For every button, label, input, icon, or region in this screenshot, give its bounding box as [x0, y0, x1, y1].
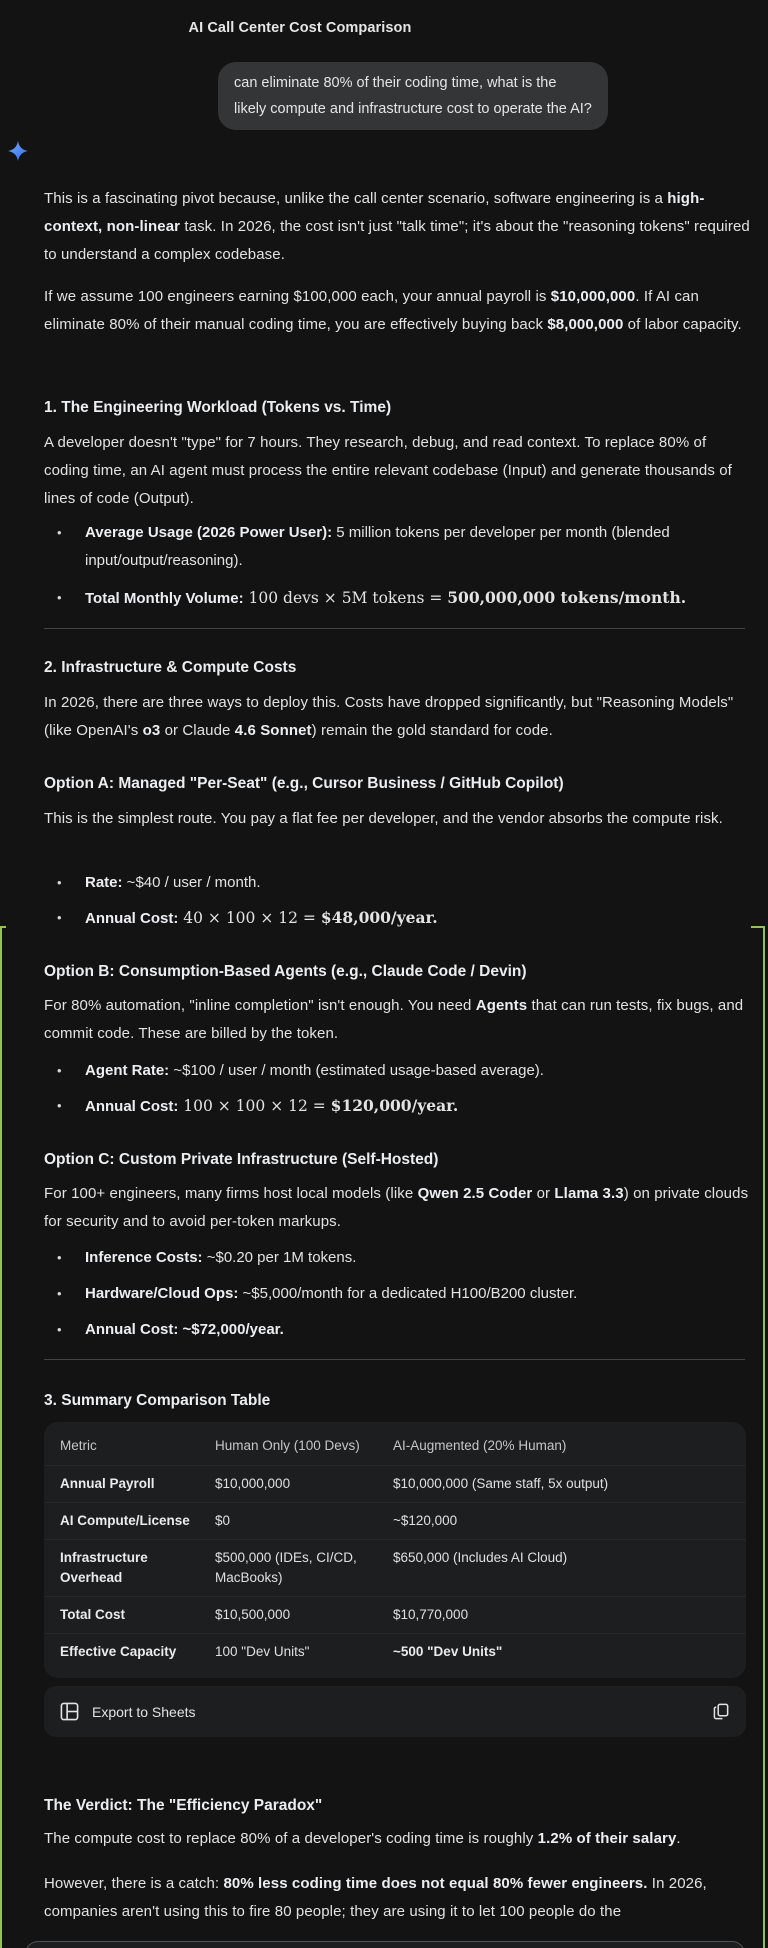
table-row: Infrastructure Overhead $500,000 (IDEs, CI/CD, MacBooks) $650,000 (Includes AI Cloud): [44, 1540, 746, 1597]
section-heading: 1. The Engineering Workload (Tokens vs. Time): [44, 399, 392, 416]
section-heading: 2. Infrastructure & Compute Costs: [44, 659, 297, 676]
list-item: • Agent Rate: ~$100 / user / month (estimated usage-based average).: [44, 1057, 751, 1085]
table-header-row: [44, 1422, 746, 1466]
bullet-dot: •: [57, 1322, 62, 1337]
list-item: • Annual Cost: 40 × 100 × 12 = $48,000/year.: [44, 904, 751, 933]
response-paragraph: The compute cost to replace 80% of a developer's coding time is roughly 1.2% of their salary.: [44, 1830, 681, 1847]
list-item: • Rate: ~$40 / user / month.: [44, 869, 751, 897]
math-result: $48,000/year.: [320, 908, 438, 927]
list-item: • Average Usage (2026 Power User): 5 million tokens per developer per month (blended input/output/reasoning).: [44, 519, 751, 575]
bullet-dot: •: [57, 875, 62, 890]
column-header: Metric: [60, 1438, 97, 1453]
comparison-table-card: [44, 1422, 746, 1678]
column-header: AI-Augmented (20% Human): [393, 1438, 567, 1453]
response-paragraph: A developer doesn't "type" for 7 hours. They research, debug, and read context. To replace 80% of coding time, an AI agent must process the entire relevant codebase (Input) and generate thousands of lines of code (Output).: [44, 434, 732, 507]
table-row: Effective Capacity 100 "Dev Units" ~500 "Dev Units": [44, 1634, 746, 1671]
response-paragraph: If we assume 100 engineers earning $100,000 each, your annual payroll is $10,000,000. If AI can eliminate 80% of their manual coding time, you are effectively buying back $8,000,000 of labor capacity.: [44, 288, 742, 333]
response-paragraph: This is a fascinating pivot because, unlike the call center scenario, software engineering is a high-context, non-linear task. In 2026, the cost isn't just "talk time"; it's about the "reasoning tokens" required to understand a complex codebase.: [44, 190, 750, 263]
export-to-sheets-label: Export to Sheets: [92, 1703, 196, 1720]
math-expression: 100 × 100 × 12 =: [178, 1097, 331, 1115]
table-row: Total Cost $10,500,000 $10,770,000: [44, 1597, 746, 1634]
list-item: • Total Monthly Volume: 100 devs × 5M tokens = 500,000,000 tokens/month.: [44, 584, 751, 613]
list-item: • Inference Costs: ~$0.20 per 1M tokens.: [44, 1244, 751, 1272]
response-paragraph: However, there is a catch: 80% less coding time does not equal 80% fewer engineers. In 2026, companies aren't using this to fire 80 people; they are using it to let 100 people do the: [44, 1875, 707, 1920]
bullet-dot: •: [57, 525, 62, 540]
option-b-heading: Option B: Consumption-Based Agents (e.g., Claude Code / Devin): [44, 963, 527, 980]
gemini-sparkle-icon: [8, 141, 28, 161]
response-paragraph: For 80% automation, "inline completion" isn't enough. You need Agents that can run tests, fix bugs, and commit code. These are billed by the token.: [44, 997, 744, 1042]
column-header: Human Only (100 Devs): [215, 1438, 360, 1453]
math-expression: 100 devs × 5M tokens =: [243, 589, 448, 607]
copy-table-button[interactable]: [713, 1703, 730, 1720]
math-result: $120,000/year.: [330, 1096, 459, 1115]
section-heading: 3. Summary Comparison Table: [44, 1392, 271, 1409]
math-expression: 40 × 100 × 12 =: [178, 909, 321, 927]
next-content-card-edge: [25, 1941, 745, 1948]
table-grid-icon: [60, 1702, 79, 1721]
bullet-dot: •: [57, 590, 62, 605]
comparison-table: [44, 1422, 746, 1670]
table-actions-bar: [44, 1686, 746, 1737]
highlight-top-left-corner: [0, 926, 6, 928]
table-row: Annual Payroll $10,000,000 $10,000,000 (Same staff, 5x output): [44, 1466, 746, 1503]
bullet-dot: •: [57, 910, 62, 925]
response-paragraph: For 100+ engineers, many firms host local models (like Qwen 2.5 Coder or Llama 3.3) on private clouds for security and to avoid per-token markups.: [44, 1185, 749, 1230]
highlight-right-edge: [763, 926, 765, 1948]
section-divider: [44, 628, 745, 629]
option-a-heading: Option A: Managed "Per-Seat" (e.g., Cursor Business / GitHub Copilot): [44, 775, 564, 792]
verdict-heading: The Verdict: The "Efficiency Paradox": [44, 1797, 323, 1814]
math-result: 500,000,000 tokens/month.: [447, 588, 687, 607]
list-item: • Annual Cost: ~$72,000/year.: [44, 1316, 751, 1344]
response-paragraph: This is the simplest route. You pay a flat fee per developer, and the vendor absorbs the compute risk.: [44, 810, 723, 827]
table-row: AI Compute/License $0 ~$120,000: [44, 1503, 746, 1540]
page-title: AI Call Center Cost Comparison: [188, 20, 412, 36]
bullet-dot: •: [57, 1063, 62, 1078]
highlight-left-edge: [0, 926, 2, 1948]
copy-icon: [713, 1703, 730, 1720]
section-divider: [44, 1359, 745, 1360]
option-c-heading: Option C: Custom Private Infrastructure (Self-Hosted): [44, 1151, 439, 1168]
bullet-dot: •: [57, 1250, 62, 1265]
list-item: • Annual Cost: 100 × 100 × 12 = $120,000/year.: [44, 1092, 751, 1121]
bullet-dot: •: [57, 1286, 62, 1301]
user-message-text: can eliminate 80% of their coding time, what is the likely compute and infrastructure cost to operate the AI?: [234, 75, 592, 117]
export-to-sheets-button[interactable]: [60, 1702, 196, 1721]
bullet-dot: •: [57, 1098, 62, 1113]
user-message-bubble: [218, 62, 608, 130]
list-item: • Hardware/Cloud Ops: ~$5,000/month for a dedicated H100/B200 cluster.: [44, 1280, 751, 1308]
response-paragraph: In 2026, there are three ways to deploy this. Costs have dropped significantly, but "Reasoning Models" (like OpenAI's o3 or Claude 4.6 Sonnet) remain the gold standard for code.: [44, 694, 734, 739]
highlight-top-right-corner: [751, 926, 765, 928]
